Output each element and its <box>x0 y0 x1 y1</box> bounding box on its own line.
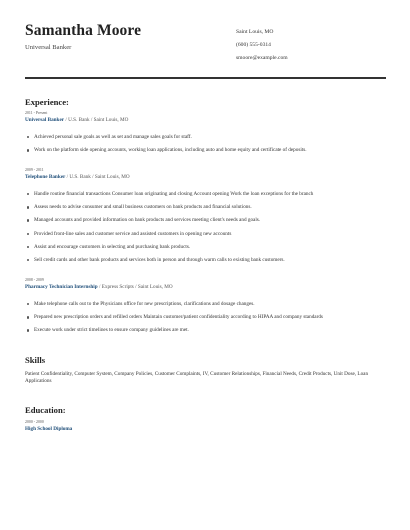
experience-heading: Experience: <box>25 97 69 107</box>
skills-list: Patient Confidentiality, Computer System, Company Policies, Customer Complaints, IV, Customer Relationships, Financial Needs, Credit Products, Unit Dose, Loan Applications <box>25 371 369 385</box>
list-item: Work on the platform side opening accounts, working loan applications, including auto and home equity and certificate of deposits. <box>25 147 375 154</box>
job-role: Pharmacy Technician Internship <box>25 284 98 290</box>
education-heading: Education: <box>25 405 66 415</box>
job-bullets <box>25 134 375 154</box>
candidate-name: Samantha Moore <box>25 22 142 39</box>
contact-info <box>236 28 288 67</box>
contact-phone: (600) 555-0314 <box>236 42 271 48</box>
job-dates: 2008 - 2009 <box>25 278 44 282</box>
education-degree-line <box>25 426 72 432</box>
list-item: Managed accounts and provided information on bank products and services meeting client's needs and goals. <box>25 217 375 224</box>
job-dates: 2009 - 2011 <box>25 168 44 172</box>
list-item: Make telephone calls out to the Physicians office for new prescriptions, clarifications and dosage changes. <box>25 301 375 308</box>
list-item: Execute work under strict timelines to ensure company guidelines are met. <box>25 327 375 334</box>
contact-email[interactable]: smoore@example.com <box>236 55 288 61</box>
skills-heading: Skills <box>25 355 46 365</box>
job-bullets <box>25 191 375 263</box>
job-role-line: Telephone Banker / U.S. Bank / Saint Louis, MO <box>25 174 130 180</box>
list-item: Prepared new prescription orders and refilled orders Maintain customer/patient confidentiality according to HIPAA and company standards <box>25 314 375 321</box>
job-employer: U.S. Bank / Saint Louis, MO <box>69 174 130 180</box>
list-item: Assist and encourage customers in selecting and purchasing bank products. <box>25 244 375 251</box>
education-degree: High School Diploma <box>25 426 73 432</box>
list-item: Assess needs to advise consumer and small business customers on bank products and financial solutions. <box>25 204 375 211</box>
candidate-title: Universal Banker <box>25 44 72 51</box>
job-bullets <box>25 301 375 334</box>
job-role-line: Universal Banker / U.S. Bank / Saint Louis, MO <box>25 117 129 123</box>
job-employer: U.S. Bank / Saint Louis, MO <box>68 117 129 123</box>
list-item: Provided front-line sales and customer service and assisted customers in opening new accounts <box>25 231 375 238</box>
job-role: Telephone Banker <box>25 174 66 180</box>
job-role: Universal Banker <box>25 117 65 123</box>
header-divider <box>25 77 386 79</box>
list-item: Handle routine financial transactions Consumer loan originating and closing Account opening Work the loan exceptions for the branch <box>25 191 375 198</box>
list-item: Sell credit cards and other bank products and services both in person and through warm calls to existing bank customers. <box>25 257 375 264</box>
job-employer: Express Scripts / Saint Louis, MO <box>101 284 173 290</box>
job-role-line: Pharmacy Technician Internship / Express Scripts / Saint Louis, MO <box>25 284 173 290</box>
list-item: Achieved personal sale goals as well as set and manage sales goals for staff. <box>25 134 375 141</box>
contact-location: Saint Louis, MO <box>236 29 274 35</box>
education-dates: 2000 - 2000 <box>25 420 44 424</box>
job-dates: 2011 - Present <box>25 111 48 115</box>
